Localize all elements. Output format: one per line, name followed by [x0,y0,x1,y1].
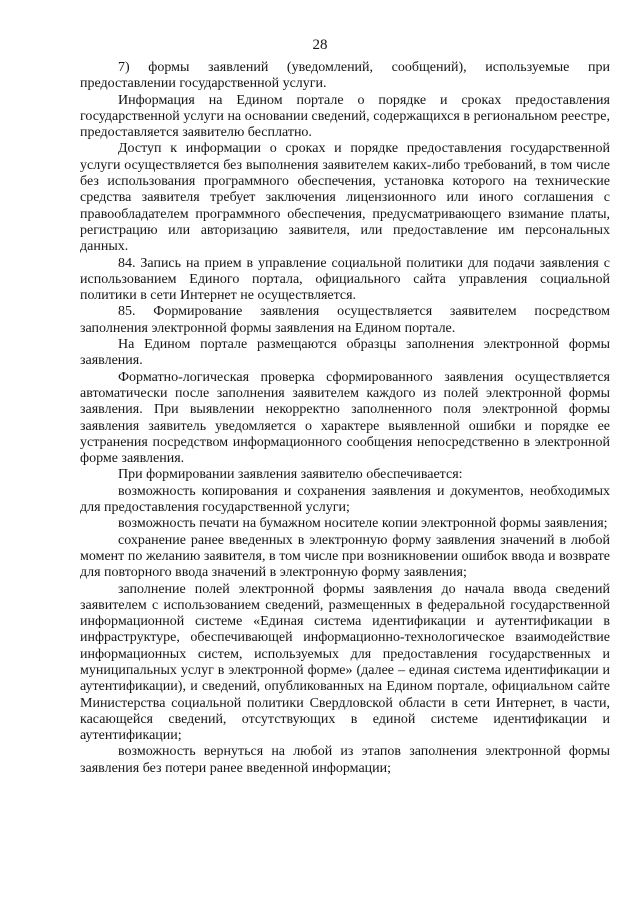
paragraph-samples-on-portal: На Едином портале размещаются образцы заполнения электронной формы заявления. [80,337,610,369]
paragraph-portal-info-free: Информация на Едином портале о порядке и сроках предоставления государственной услуги на основании сведений, содержащихся в региональном реестре, предоставляется заявителю бесплатно. [80,92,610,141]
document-body [80,60,610,777]
list-item-save-values: сохранение ранее введенных в электронную форму заявления значений в любой момент по желанию заявителя, в том числе при возникновении ошибок ввода и возврате для повторного ввода значений в электронную форму заявления; [80,532,610,581]
paragraph-provided-features-intro: При формировании заявления заявителю обеспечивается: [118,467,463,483]
paragraph-84-appointment: 84. Запись на прием в управление социальной политики для подачи заявления с использованием Единого портала, официального сайта управления социальной политики в сети Интернет не осуществляется. [80,255,610,304]
list-item-autofill-fields: заполнение полей электронной формы заявления до начала ввода сведений заявителем с использованием сведений, размещенных в федеральной государственной информационной системе «Единая система идентификации и аутентификации в инфраструктуре, обеспечивающей информационно-технологическое взаимодействие информационных систем, используемых для предоставления государственных и муниципальных услуг в электронной форме» (далее – единая система идентификации и аутентификации), и сведений, опубликованных на Едином портале, официальном сайте Министерства социальной политики Свердловской области в сети Интернет, в части, касающейся сведений, отсутствующих в единой системе идентификации и аутентификации; [80,581,610,744]
list-item-return-to-step: возможность вернуться на любой из этапов заполнения электронной формы заявления без потери ранее введенной информации; [80,744,610,776]
paragraph-access-to-info: Доступ к информации о сроках и порядке предоставления государственной услуги осуществляется без выполнения заявителем каких-либо требований, в том числе без использования программного обеспечения, установка которого на технические средства заявителя требует заключения лицензионного или иного соглашения с правообладателем программного обеспечения, предусматривающего взимание платы, регистрацию или авторизацию заявителя, или предоставление им персональных данных. [80,141,610,255]
page-number: 28 [312,37,328,53]
paragraph-item-7-forms: 7) формы заявлений (уведомлений, сообщений), используемые при предоставлении государственной услуги. [80,60,610,92]
list-item-print: возможность печати на бумажном носителе копии электронной формы заявления; [118,516,608,532]
list-item-copy-save: возможность копирования и сохранения заявления и документов, необходимых для предоставления государственной услуги; [80,483,610,516]
paragraph-85-application-forming: 85. Формирование заявления осуществляется заявителем посредством заполнения электронной формы заявления на Едином портале. [80,304,610,336]
paragraph-format-logic-check: Форматно-логическая проверка сформированного заявления осуществляется автоматически после заполнения заявителем каждого из полей электронной формы заявления. При выявлении некорректно заполненного поля электронной формы заявления заявитель уведомляется о характере выявленной ошибки и порядке ее устранения посредством информационного сообщения непосредственно в электронной форме заявления. [80,369,610,467]
